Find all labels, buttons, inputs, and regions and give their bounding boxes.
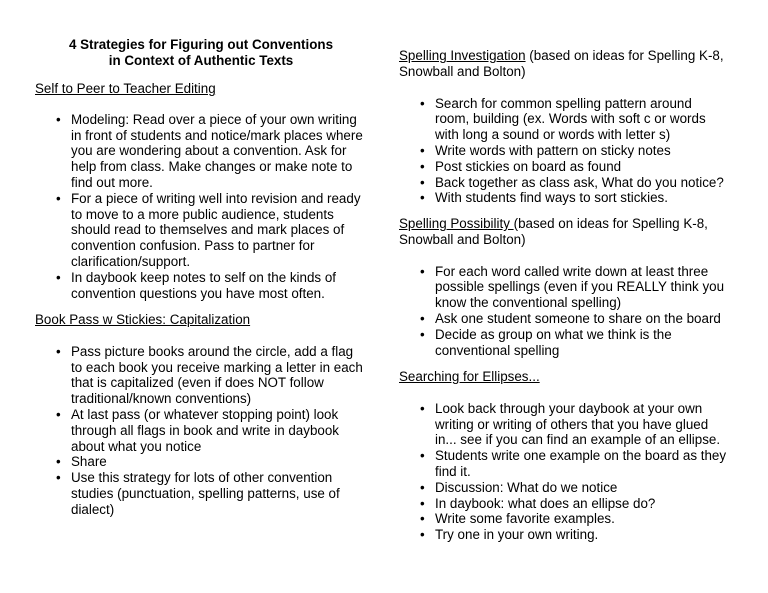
list-item-line: For a piece of writing well into revision and ready [71, 190, 361, 206]
list-item-line: conventional spelling [435, 342, 560, 358]
bullet-icon: • [56, 111, 61, 127]
list-item [35, 191, 363, 270]
bullet-icon: • [56, 269, 61, 285]
list-item-line: Back together as class ask, What do you notice? [435, 174, 724, 190]
list-item-line: Discussion: What do we notice [435, 479, 618, 495]
document-title [35, 37, 367, 69]
section-heading [399, 369, 726, 385]
section-heading-note: (based on ideas for Spelling K-8, [513, 216, 708, 231]
list-item [399, 264, 724, 311]
list-item-line: in front of students and notice/mark places where [71, 127, 363, 143]
bullet-icon: • [56, 454, 61, 470]
list-item [399, 327, 724, 359]
list-item-line: find it. [435, 463, 471, 479]
list-item [399, 311, 724, 327]
list-item-line: Pass picture books around the circle, add a flag [71, 343, 354, 359]
list-item [399, 159, 724, 175]
bullet-icon: • [420, 479, 425, 495]
list-item-line: convention questions you have most often. [71, 285, 325, 301]
section-spelling-investigation [399, 48, 724, 206]
list-item-line: Decide as group on what we think is the [435, 326, 672, 342]
list-item-line: Students write one example on the board as they [435, 448, 727, 464]
section-self-peer-teacher-editing [35, 81, 363, 301]
list-item-line: dialect) [71, 501, 115, 517]
list-item-line: find out more. [71, 174, 153, 190]
section-heading [35, 81, 363, 97]
document-title-line: 4 Strategies for Figuring out Conventions [68, 37, 334, 52]
list-item [399, 496, 726, 512]
list-item-line: Try one in your own writing. [435, 527, 599, 543]
section-book-pass-stickies [35, 312, 363, 518]
bullet-list [35, 344, 363, 518]
list-item-line: Search for common spelling pattern around [435, 95, 692, 111]
list-item-line: traditional/known conventions) [71, 391, 252, 407]
list-item [35, 112, 363, 191]
bullet-icon: • [420, 158, 425, 174]
list-item-line: convention confusion. Pass to partner for [71, 238, 315, 254]
bullet-list [399, 401, 726, 543]
bullet-icon: • [420, 190, 425, 206]
list-item-line: writing or writing of others that you have glued [435, 416, 709, 432]
list-item [399, 401, 726, 448]
list-item-line: through all flags in book and write in daybook [71, 422, 339, 438]
bullet-icon: • [420, 511, 425, 527]
bullet-icon: • [56, 190, 61, 206]
list-item [399, 527, 726, 543]
bullet-icon: • [420, 400, 425, 416]
list-item [399, 480, 726, 496]
list-item-line: in... see if you can find an example of an ellipse. [435, 432, 721, 448]
list-item [35, 270, 363, 302]
list-item [399, 448, 726, 480]
list-item-line: clarification/support. [71, 253, 191, 269]
section-heading-note: Snowball and Bolton) [399, 231, 526, 247]
list-item-line: Look back through your daybook at your own [435, 400, 703, 416]
list-item-line: should read to themselves and mark places of [71, 222, 345, 238]
bullet-list [35, 112, 363, 302]
list-item [35, 470, 363, 517]
list-item-line: In daybook keep notes to self on the kinds of [71, 269, 337, 285]
list-item-line: Write some favorite examples. [435, 511, 615, 527]
section-heading-note: Snowball and Bolton) [399, 63, 526, 79]
bullet-icon: • [420, 95, 425, 111]
section-searching-for-ellipses [399, 369, 726, 543]
section-heading-title: Self to Peer to Teacher Editing [35, 81, 216, 96]
list-item-line: For each word called write down at least three [435, 263, 709, 279]
section-heading-title: Spelling Possibility [399, 216, 514, 231]
bullet-icon: • [420, 263, 425, 279]
list-item [35, 407, 363, 454]
bullet-icon: • [420, 527, 425, 543]
list-item-line: room, building (ex. Words with soft c or words [435, 111, 706, 127]
list-item-line: that is capitalized (even if does NOT follow [71, 375, 324, 391]
list-item-line: possible spellings (even if you REALLY think you [435, 279, 725, 295]
list-item [35, 454, 363, 470]
bullet-list [399, 264, 724, 359]
bullet-icon: • [420, 448, 425, 464]
section-heading-title: Spelling Investigation [399, 48, 526, 63]
document-title-line: in Context of Authentic Texts [108, 52, 294, 68]
list-item-line: studies (punctuation, spelling patterns, use of [71, 485, 340, 501]
section-spelling-possibility [399, 216, 724, 358]
list-item-line: help from class. Make changes or make note to [71, 159, 353, 175]
section-heading-title: Searching for Ellipses... [399, 369, 540, 384]
section-heading [399, 216, 724, 248]
bullet-list [399, 96, 724, 207]
list-item-line: Post stickies on board as found [435, 158, 622, 174]
list-item [35, 344, 363, 407]
section-heading-title: Book Pass w Stickies: Capitalization [35, 312, 251, 327]
list-item-line: know the conventional spelling) [435, 295, 622, 311]
list-item [399, 175, 724, 191]
list-item-line: Share [71, 454, 107, 470]
list-item-line: about what you notice [71, 438, 202, 454]
list-item-line: With students find ways to sort stickies. [435, 190, 668, 206]
list-item-line: with long a sound or words with letter s) [435, 127, 671, 143]
list-item-line: to move to a more public audience, students [71, 206, 334, 222]
bullet-icon: • [420, 495, 425, 511]
list-item-line: you are wondering about a convention. Ask for [71, 143, 347, 159]
list-item-line: In daybook: what does an ellipse do? [435, 495, 656, 511]
section-heading-note: (based on ideas for Spelling K-8, [525, 48, 724, 63]
section-heading [399, 48, 724, 80]
section-heading [35, 312, 363, 328]
list-item-line: Write words with pattern on sticky notes [435, 142, 671, 158]
list-item [399, 96, 724, 143]
bullet-icon: • [420, 174, 425, 190]
list-item [399, 143, 724, 159]
bullet-icon: • [56, 470, 61, 486]
list-item-line: to each book you receive marking a letter in each [71, 359, 363, 375]
bullet-icon: • [420, 142, 425, 158]
list-item-line: Ask one student someone to share on the board [435, 310, 721, 326]
bullet-icon: • [420, 326, 425, 342]
list-item-line: Modeling: Read over a piece of your own writing [71, 111, 357, 127]
bullet-icon: • [56, 406, 61, 422]
list-item [399, 190, 724, 206]
bullet-icon: • [420, 310, 425, 326]
list-item [399, 511, 726, 527]
list-item-line: At last pass (or whatever stopping point) look [71, 406, 339, 422]
bullet-icon: • [56, 343, 61, 359]
list-item-line: Use this strategy for lots of other convention [71, 470, 333, 486]
